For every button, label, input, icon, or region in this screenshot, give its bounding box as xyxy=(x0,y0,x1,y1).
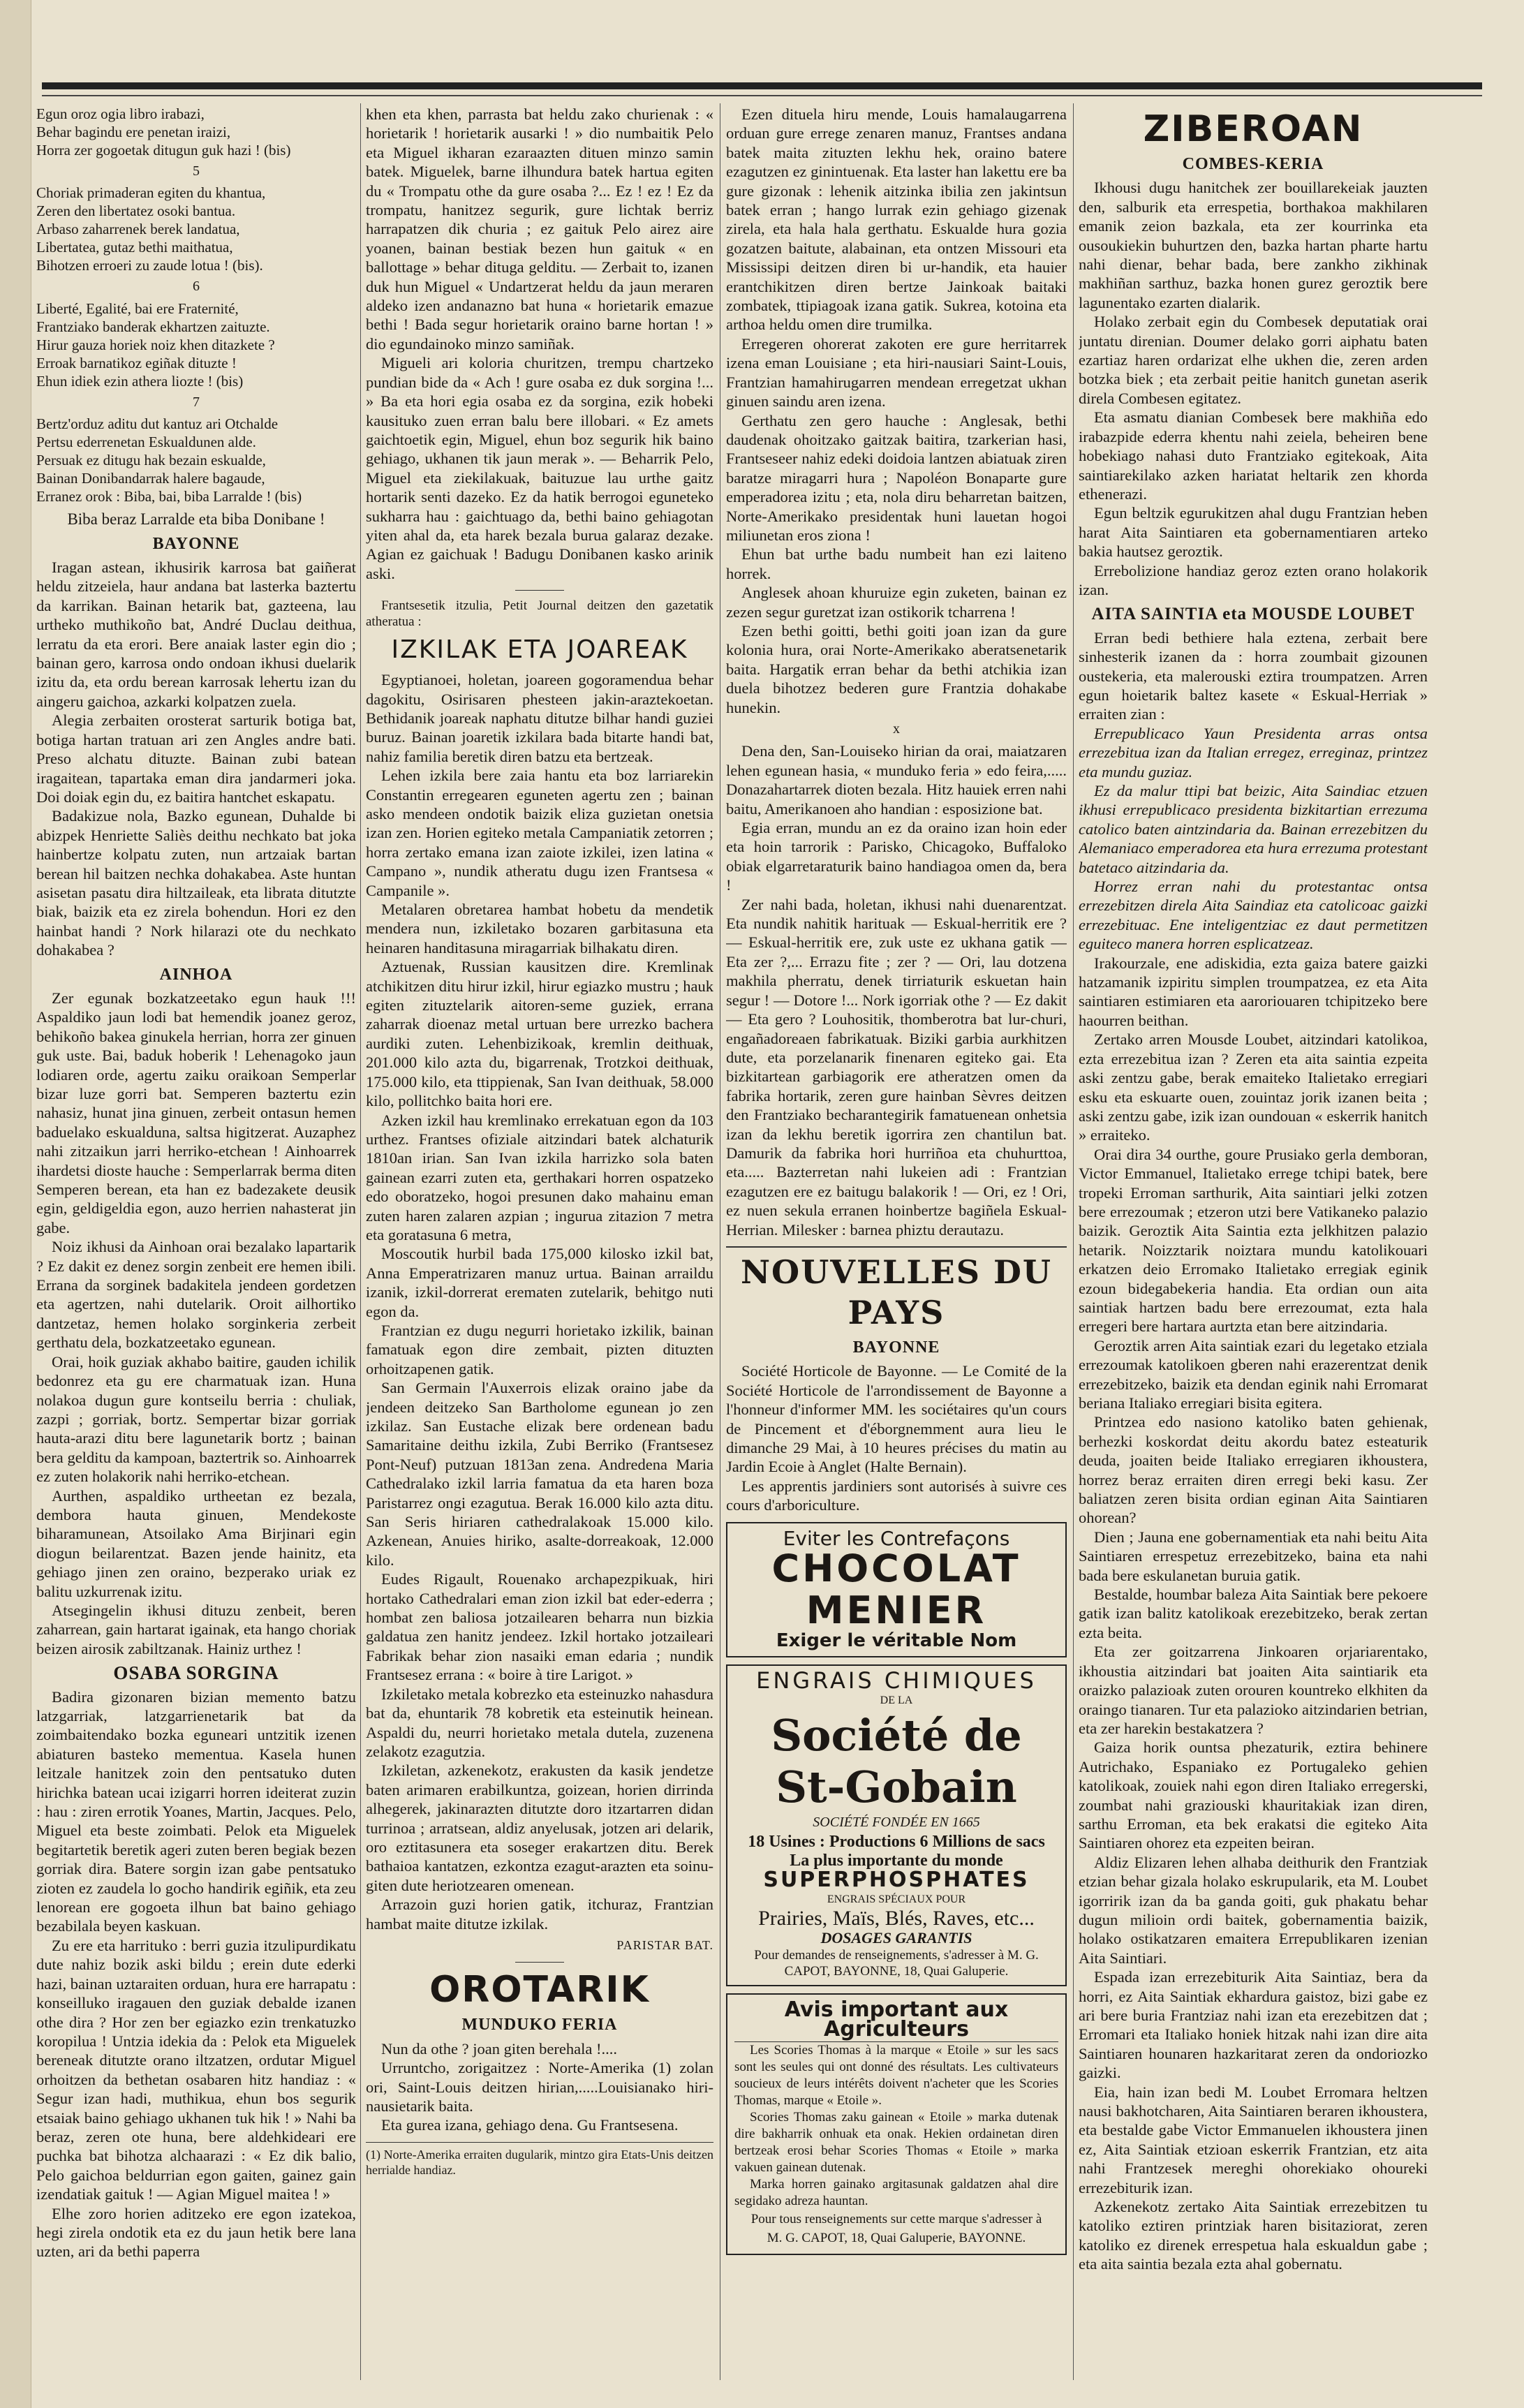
verse-line: Liberté, Egalité, bai ere Fraternité, xyxy=(36,300,239,317)
paragraph: Zer egunak bozkatzeetako egun hauk !!! Aspaldiko jaun lodi bat hemendik joanez geroz, behikoño bakea ginukela herrian, horra zer ginuen guk uste. Bai, baduk hoberik ! Lehenagoko jaun lodiaren orde, agertu zaiku oraikoan Semperlar bizar luze gorri bat. Semperen baztertu ezin nahasiz, hunat jina ginuen, zerbeit ontasun hemen baduelako eskualduna, saltsa higitzerat. Auzaphez nahi zitzaikun jarri herriko-etchean ! Ainhoarrek ihardetsi dioste hauche : Semperlarrak berma diten Semperen berean, eta han ez badezakete deusik egin, geldigeldia egon, auzo herrien nahasterat jin gabe. xyxy=(36,989,356,1236)
ad-line: DE LA xyxy=(880,1694,913,1706)
verse-line: Ehun idiek ezin athera liozte ! (bis) xyxy=(36,372,244,390)
advert-chocolat-menier xyxy=(726,1522,1067,1658)
separator xyxy=(515,590,564,591)
ad-brand: CHOCOLAT xyxy=(771,1546,1021,1591)
paragraph: Urruntcho, zorigaitzez : Norte-Amerika (1) zolan ori, Saint-Louis deitzen hirian,.....Louisianako hiri-nausietarik baita. xyxy=(366,2059,713,2115)
verse-line: Zeren den libertatez osoki bantua. xyxy=(36,202,236,220)
paragraph: Ezen dituela hiru mende, Louis hamalaugarrena orduan gure errege zenaren manuz, Frantses andana batek maita zituzten lekhu hek, oraino batere ezagutzen ez ginintuenak. Eta laster han lakettu ere ba gure gizonak : lehenik aitzinka ibilia zen jakintsun batek erran ; hango lurrak ezin gehiago gizenak zirela, eta hala hala gerthatu. Eskualde hura gozia gozatzen baitute, alabainan, eta ontzen Missouri eta Mississipi deitzen diren bi ur-handik, eta hauier erantchikitzen diren bertze Jainkoak baitaki zombatek, ttipiagoak izana gatik. Sukrea, kotoina eta arthoa heldu omen dire trumilka. xyxy=(726,105,1067,334)
section-heading-ainhoa: AINHOA xyxy=(159,965,233,984)
paragraph: Noiz ikhusi da Ainhoan orai bezalako lapartarik ? Ez dakit ez denez sorgin zenbeit ere hemen ibili. Errana da sorginek badakitela jendeen gordetzen eta agertzen, nahi dutelarik. Oroit ailhortiko dantzetaz, hemen holako sorginkeria zerbeit gerthatu dela, bozkatzeetako egunean. xyxy=(36,1238,356,1352)
paragraph: Zer nahi bada, holetan, ikhusi nahi duenarentzat. Eta nundik nahitik harituak — Eskual-herritik ere ? — Eskual-herritik ere, zuk uste ez ukhana gatik — Eta zer ?,... Errazu fite ; zer ? — Ori, lau dotzena makhila pherratu, denek tirriaturik eskuetan hain segur ! — Dotore !... Nork igorriak othe ? — Ez dakit — Eta gero ? Louhositik, thomberotra bat lur-churi, engañadoreaen fabrikatuak. Biziki garbia aurkhitzen dute, eta porzelanarik finenaren egiteko gai. Eta bizkitartean garbiagorik ere atheratzen omen da fabrika hortarik, zeren gure hainban Sèvres deitzen den Frantziako becharantegirik famatuenean onhetsia izan da lekhu beretik igorrira zen chantilun bat. Damurik da fabrika hori hurriñoa eta chuhurttoa, eta..... Bazterretan nahi lukeien adi : Frantzian ezagutzen ere ez baitugu balakorik ! — Ori, ez ! Ori, ez nuen sekula erranen hoinbertze bagiñela Eskual-Herrian. Milesker : barnea phiztu derautazu. xyxy=(726,895,1067,1239)
verse-line: Behar bagindu ere penetan iraizi, xyxy=(36,124,231,140)
section-heading-bayonne: BAYONNE xyxy=(152,534,240,553)
paragraph: Eta asmatu dianian Combesek bere makhiña edo irabazpide ederra khentu nahi zeiela, beheiren bene hobekiago nahasi duto Frantziako egitekoak, Aita saintiarekilako azken hariatat heltarik zen khorda ethenerazi. xyxy=(1079,408,1428,503)
paragraph: Eta gurea izana, gehiago dena. Gu Frantsesena. xyxy=(381,2116,679,2134)
verse-line: Frantziako banderak ekhartzen zaituzte. xyxy=(36,318,270,335)
paragraph: Elhe zoro horien aditzeko ere egon izatekoa, hegi zirela ondotik eta ez du jaun hetik bere lana uzten, ari da bethi paperra xyxy=(36,2204,356,2261)
ad-line: Exiger le véritable Nom xyxy=(776,1630,1017,1652)
ad-paragraph: Marka horren gainako argitasunak galdatzen ahal dire segidako adreza hauntan. xyxy=(734,2176,1058,2208)
verse-number: 6 xyxy=(193,279,200,295)
paragraph: Alegia zerbaiten orosterat sarturik botiga bat, botiga hartan tratuan ari zen Angles andre bati. Preso alchatu dituzte. Bainan zubi batean iragaitean, tapartaka eman dira jandarmeri joka. Doi doiak egin du, ez baitira hantchet eskapatu. xyxy=(36,711,356,806)
paragraph: Gerthatu zen gero hauche : Anglesak, bethi daudenak ohoitzako gaitzak baitira, tzarkerian hasi, Frantseseer nahiz edeki doidoia lantzen abiatuak ziren baratze miragarri hura ; Napoléon Bonaparte gure emperadorea izitu ; eta, nola diru beharretan baitzen, Norte-Amerikako presidentak huni lauetan hogoi miliunetan eros ziona ! xyxy=(726,411,1067,544)
paragraph: Dena den, San-Louiseko hirian da orai, maiatzaren lehen egunean hasia, « munduko feria » edo feira,..... Donazahartarrek dioten bezala. Hitz hauiek erren nahi baitu, Amerikanoen aho handian : esposizione bat. xyxy=(726,742,1067,818)
paragraph: Orai, hoik guziak akhabo baitire, gauden ichilik bedonrez eta gu ere charmatuak izan. Huna nolakoa dugun gure kontseilu berria : chuliak, zazpi ; gorriak, bortz. Sempertar bizar gorriak hauta-arazi ditu bere lagunetarik bortz ; bainan bera gelditu da kampoan, baztertrik so. Ainhoarrek ez zuten holakorik nahi herriko-etchean. xyxy=(36,1352,356,1486)
subheading-aita-saintia: AITA SAINTIA eta MOUSDE LOUBET xyxy=(1091,605,1415,624)
section-heading-osaba: OSABA SORGINA xyxy=(113,1662,279,1684)
column-1 xyxy=(36,105,356,2380)
column-3 xyxy=(726,105,1067,2380)
ad-paragraph: Scories Thomas zaku gainean « Etoile » marka dutenak dire bakharrik onhuak eta onak. Hekien ordainetan diren bertzeak erosi behar Scories Thomas « Etoile » marka vakuen gainean dutenak. xyxy=(734,2109,1058,2175)
paragraph: Eia, hain izan bedi M. Loubet Erromara heltzen nausi bakhotcharen, Aita Saintiaren beraren ikhoustera, eta bestalde gabe Victor Emmanuelen ikhoustera jinen ez, Aita Saintiak etzioan eskerrik Frantzian, etz aita nahi Frantzesek mereghi ohorekiako ohoureki errezebiturik izan. xyxy=(1079,2083,1428,2196)
paragraph: Arrazoin guzi horien gatik, itchuraz, Frantzian hambat maite ditutze izkilak. xyxy=(366,1896,713,1933)
column-rule xyxy=(1073,103,1074,2380)
divider xyxy=(726,1246,1067,1248)
paragraph: Nun da othe ? joan giten berehala !.... xyxy=(381,2039,617,2058)
paragraph: Dien ; Jauna ene gobernamentiak eta nahi beitu Aita Saintiaren errespetuz errezebitzeko, baina eta nahi bada bere eskulanetan buruia gatik. xyxy=(1079,1528,1428,1584)
verse-line: Horra zer gogoetak ditugun guk hazi ! (bis) xyxy=(36,142,291,158)
section-heading-nouvelles: NOUVELLES DU PAYS xyxy=(741,1253,1052,1331)
paragraph: Aldiz Elizaren lehen alhaba deithurik den Frantziak etzian behar gizala holako eskrupularik, eta M. Loubet igorririk izan da ba ganda goiti, guk phakatu behar dugun milioin ordi baitek, gobernamentia baizik, holako ostikatzaren emaitera Errepublikaren izenian Aita Saintiari. xyxy=(1079,1853,1428,1967)
paragraph: Iragan astean, ikhusirik karrosa bat gaiñerat heldu zitzeiela, haur andana bat lasterka baztertu da karrikan. Bainan hetarik bat, gazteena, lau urtheko muthikoño bat, André Duclau deithua, lerratu da eta erori. Bere anaiak laster egin dio ; bainan gero, karrosa ondo ondoan ikhusi duelarik izitu da, eta ordu berean karrosak lehertu izan du aingeru gaichoa, azkarki kolpatzen zuela. xyxy=(36,559,356,710)
section-heading-ziberoan: ZIBEROAN xyxy=(1143,108,1363,150)
paragraph: Atsegingelin ikhusi dituzu zenbeit, beren zaharrean, gain hartarat igainak, eta hango choriak beizen airosik zabiltzanak. Hainiz urthez ! xyxy=(36,1601,356,1657)
ad-line: ENGRAIS SPÉCIAUX POUR xyxy=(827,1893,966,1905)
verse-line: Egun oroz ogia libro irabazi, xyxy=(36,105,205,122)
paragraph: Zu ere eta harrituko : berri guzia itzulipurdikatu dute nahiz bozik aski bildu ; erein dute ederki hazi, bainan uztaraiten orduan, hura ere harrapatu : konseilluko iragauen den guziak debalde izanen othe dira ? Hor zen ber egiazko ezin trenkatuzko koropilua ! Untzia idekia da : Pelok eta Miguelek bereneak ditutzte orano iltzatzen, ordutar Miguel orhoitzen da bethetan osabaren hitz handiaz : « Segur izan hadi, muthikua, ehun bos segurik etsaiak baino gehiago ukhanen tuk hik ! » Nahi ba beraz, zeren ote huna, bere aldehkideari ere puchka bat bihotza alchaarazi : « Ez dik balio, Pelo gaichoa beldurrian egon gaiten, gainez gain izendatiak gaituk ! — Agian Miguel maitea ! » xyxy=(36,1936,356,2203)
paragraph: Erran bedi bethiere hala eztena, zerbait bere sinhesterik izanen da : horra zoumbait gizounen oustekeria, eta malerouski eztira troumpatzen. Arren egun hoietarik baltez kasete « Eskual-Herriak » erraiten zian : xyxy=(1079,628,1428,723)
subheading-combes: COMBES-KERIA xyxy=(1182,155,1324,173)
verse-number: 5 xyxy=(193,163,200,179)
signature: PARISTAR BAT. xyxy=(616,1937,713,1952)
column-rule xyxy=(360,103,361,2380)
article-title-izkilak: IZKILAK ETA JOAREAK xyxy=(391,635,688,665)
paragraph: Aztuenak, Russian kausitzen dire. Kremlinak atchikitzen ditu hirur izkil, hirur egiazko mustru ; hauk egiten zituztelarik aitoren-seme guziek, errana zaharrak dioenaz metal urtuan bere urrezko bachera aurdiki zuten. Lehenbizikoak, kremlin deithuak, 201.000 kilo azta du, bigarrenak, Trotzkoi deithuak, 175.000 kilo, eta ttippienak, San Ivan deithuak, 58.000 kilo, pollitchko baita hori ere. xyxy=(366,958,713,1110)
paragraph: Ezen bethi goitti, bethi goiti joan izan da gure kolonia hura, orai Norte-Amerikako aberatsenetarik baita. Hargatik erran behar da bethi atchikia izan duela bihotzez bederen gure Frantzia dohakabe hunekin. xyxy=(726,621,1067,716)
paragraph: Egyptianoei, holetan, joareen gogoramendua behar dagokitu, Osirisaren phesteen jakin-araztekoetan. Bethidanik joareak naphatu ditutze bilhar handi guziei buruz. Bainan joaretik izkilara bada bitarte handi bat, nahiz familia beretik diren batzu eta bertzeak. xyxy=(366,671,713,765)
paragraph: Espada izan errezebiturik Aita Saintiaz, bera da horri, ez Aita Saintiak ekhardura gaistoz, bizi gabe ez ari bere buria Frantziaz nahi izan eta erezebitzen dat ; Erromari eta Italiako honiek hitzak nahi izan dire aita Saintiaren hounaren hazkaritarat zeren da ondoriozko gaizki. xyxy=(1079,1968,1428,2082)
binding-edge xyxy=(0,0,31,2408)
paragraph: Lehen izkila bere zaia hantu eta boz larriarekin Constantin erregearen eguneten agertu zen ; bainan asko mendeen ondotik baizik eliza guzietan onetsia izan zen. Horien egiteko metala Campaniatik zetorren ; horra zertako emana izan zaiote izkilei, izen latina « Campano », nundik atheratu dugu izen Frantsesa « Campanile ». xyxy=(366,767,713,899)
section-mark: x xyxy=(893,721,900,737)
verse-number: 7 xyxy=(193,394,200,410)
paragraph: Erregeren ohorerat zakoten ere gure herritarrek izena eman Louisiane ; eta hiri-nausiari Saint-Louis, Frantzian hamahirugarren mendean erregetzat ukhan ginuen saindu aren izena. xyxy=(726,334,1067,411)
ad-line: DOSAGES GARANTIS xyxy=(820,1928,972,1947)
quote-paragraph: Ez da malur ttipi bat beizic, Aita Saindiac etzuen ikhusi errepublicaco presidenta bizkitartian errezuma catolico baten aintzindaria da. Bainan errezebitzen du Alemaniaco emperadorea eta hura errezuma protestant batetaco aitzindaria da. xyxy=(1079,782,1428,876)
article-intro: Frantsesetik itzulia, Petit Journal deitzen den gazetatik atheratua : xyxy=(366,598,713,630)
paragraph: Metalaren obretarea hambat hobetu da mendetik mendera nun, izkiletako bozaren garbitasuna eta heinaren handitasuna miragarriak bilhakatu diren. xyxy=(366,901,713,956)
cheer-line: Biba beraz Larralde eta biba Donibane ! xyxy=(67,510,325,529)
paragraph: Izkiletako metala kobrezko eta esteinuzko nahasdura bat da, ehuntarik 78 kobretik eta esteinutik heinean. Aspaldi du, neurri horietako metala dutela, zuzenena zelakotz ezagutzia. xyxy=(366,1685,713,1760)
ad-line: SOCIÉTÉ FONDÉE EN 1665 xyxy=(813,1815,980,1831)
ad-line: ENGRAIS CHIMIQUES xyxy=(756,1667,1037,1694)
verse-line: Libertatea, gutaz bethi maithatua, xyxy=(36,239,233,256)
ad-line: SUPERPHOSPHATES xyxy=(763,1868,1030,1893)
paragraph: Printzea edo nasiono katoliko baten gehienak, berhezki koskordat deitu akordu batez esteaturik deuda, joaiten beide Italiako erregiaren ikhoustera, horrez beraz erraiten diren erregi beki kasu. Zer baliatzen zeren bisita ordian eginan Aita Saintiaren ohorean? xyxy=(1079,1413,1428,1527)
paragraph: Les apprentis jardiniers sont autorisés à suivre ces cours d'arboriculture. xyxy=(726,1477,1067,1514)
ad-line: La plus importante du monde xyxy=(790,1852,1003,1870)
footnote: (1) Norte-Amerika erraiten dugularik, mintzo gira Etats-Unis deitzen herrialde handiaz. xyxy=(366,2142,713,2178)
quote-paragraph: Errepublicaco Yaun Presidenta arras ontsa errezebitua izan da Italian erregez, erreginaz, printzez eta mundu guziaz. xyxy=(1079,724,1428,781)
section-heading-orotarik: OROTARIK xyxy=(429,1969,650,2011)
verse-line: Erroak barnatikoz egiñak dituzte ! xyxy=(36,354,237,371)
paragraph: Société Horticole de Bayonne. — Le Comité de la Société Horticole de l'arrondissement de Bayonne a l'honneur d'informer MM. les sociétaires qu'un cours de Pincement et d'éborgnemment aura lieu le dimanche 29 Mai, à 10 heures précises du matin au Jardin Ecoie à Anglet (Halte Bernain). xyxy=(726,1362,1067,1476)
ad-line: Prairies, Maïs, Blés, Raves, etc... xyxy=(758,1907,1035,1930)
verse-line: Choriak primaderan egiten du khantua, xyxy=(36,184,266,202)
paragraph: Geroztik arren Aita saintiak ezari du legetako etziala errezoumak katolikoen gberen nahi erazerentzat denik errezebitzeko, baizik eta dendan eginik nahi Erromarat beriana Italiako erregiari bisita egitera. xyxy=(1079,1336,1428,1412)
paragraph: San Germain l'Auxerrois elizak oraino jabe da jendeen deitzeko San Bartholome egunean jo zen izkilaz. San Eustache elizak bere ordenean badu Samaritaine deithu izkila, Zubi Berriko (Frantsesez Pont-Neuf) putzuan 1813an zena. Andredena Maria Cathedralako izkil larria famatua da eta haren boza Paristarrez ongi ezagutua. Berak 16.000 kilo azta ditu. San Seris hiriaren cathedralakoak 15.000 kilo. Azkenean, Anuies hiriko, asalte-dorreakoak, 12.000 kilo. xyxy=(366,1379,713,1569)
verse-line: Hirur gauza horiek noiz khen ditazkete ? xyxy=(36,336,275,353)
paragraph: Gaiza horik ountsa phezaturik, eztira behinere Autrichako, Espaniako ez Portugaleko gehien katolikoak, zouiek nahi egon diren Italiako erregerski, zoumbat nahi graziouski khauritakiak izan diren, sarthu Erroman, eta bek erakatsi die egiteko Aita Saintiaren ohorez eta ezpeiten beiran. xyxy=(1079,1738,1428,1852)
masthead-thin-rule xyxy=(42,95,1482,96)
paragraph: khen eta khen, parrasta bat heldu zako churienak : « horietarik ! horietarik ausarki ! » dio numbaitik Pelo eta Miguel ikharan ezaraazten dituen minzo samin batek. Miguelek, barne ilhundura batek hartua egiten du « Trompatu othe da gure osaba ?... Ez ! ez ! Ez da trompatu, hanitzez segurik, gure lichtak berriz harrapatzen dik churia ; ez gaituk Pelo airez aire yoanen, bainan bestiak bezen hun gaituk « en ballottage » behar dituga gelditu. — Zerbait to, izanen duk hun Miguel « Undartzerat heldu da jaun meraren aldeko izen andanazno bat huna « horietarik emazue bethi ! Bada segur horietarik oraino barne hortan ! » dio egundainoko minzo samiñak. xyxy=(366,105,713,353)
paragraph: Bestalde, houmbar baleza Aita Saintiak bere pekoere gatik izan balitz katolikoak erezebitzeko, berak zertan ezta beita. xyxy=(1079,1586,1428,1641)
ad-line: Pour tous renseignements sur cette marque s'adresser à xyxy=(750,2211,1042,2226)
paragraph: Ikhousi dugu hanitchek zer bouillarekeiak jauzten den, salburik eta errespetia, borthakoa makhilaren emanik zeion bazkala, eta zer kourrinka eta ousoukiekin buhurtzen den, bazka hartan pharte hartu nahi dienar, behar bada, bere zankho zikhinak makhiñan sarthuz, bazka honen gurez geroztik bere lagunentako ezarten dialarik. xyxy=(1079,179,1428,311)
verse-line: Arbaso zaharrenek berek landatua, xyxy=(36,221,240,238)
verse-line: Bertz'orduz aditu dut kantuz ari Otchalde xyxy=(36,415,279,433)
paragraph: Frantzian ez dugu negurri horietako izkilik, bainan famatuak egon dire zembait, pizten dituzten orhoitzapenen gatik. xyxy=(366,1321,713,1377)
ad-line: Eviter les Contrefaçons xyxy=(783,1526,1010,1550)
advert-saint-gobain xyxy=(726,1664,1067,1986)
advert-scories-thomas xyxy=(726,1993,1067,2255)
paragraph: Zertako arren Mousde Loubet, aitzindari katolikoa, ezta errezebitua izan ? Zeren eta aita saintia ezpeita aski zentzu gabe, berak emaiteko Italietako erregiari esku eta eskuarte ouen, zouintaz jorik izanen beita ; aski zentzu gabe, izik izan oundouan « eskerrik hanitch » erraiteko. xyxy=(1079,1031,1428,1144)
ad-paragraph: Les Scories Thomas à la marque « Etoile » sur les sacs sont les seules qui ont donné des résultats. Les cultivateurs soucieux de leurs intérêts doivent n'acheter que les Scories Thomas, marque « Etoile ». xyxy=(734,2042,1058,2108)
paragraph: Egia erran, mundu an ez da oraino izan hoin eder eta hoin tarrorik : Parisko, Chicagoko, Buffaloko obiak elgarretaraturik baino handiagoa omen da, bera ! xyxy=(726,819,1067,894)
paragraph: Holako zerbait egin du Combesek deputatiak orai juntatu direnian. Doumer delako gorri aiphatu baten ezartiaz haren ordarizat elhe ukhen die, zeren arden botzka biek ; eta zerbait peitie hanitch gunetan aserik direla Combesen egitatez. xyxy=(1079,313,1428,407)
subheading-munduko-feria: MUNDUKO FERIA xyxy=(461,2016,618,2034)
verse-line: Bihotzen erroeri zu zaude lotua ! (bis). xyxy=(36,257,263,274)
ad-brand: Société de St-Gobain xyxy=(771,1710,1022,1813)
masthead-rule xyxy=(42,82,1482,89)
paragraph: Egun beltzik egurukitzen ahal dugu Frantzian heben harat Aita Saintiaren eta gobernamentiaren arteko bakia hautsez geroztik. xyxy=(1079,504,1428,561)
paragraph: Azkenekotz zertako Aita Saintiak errezebitzen tu katoliko eztiren printziak haren bisitaziorat, zeren katoliko ez direnek errespetua hala eskualdun gabe ; eta aita saintia bezala ezta ahal gobernatu. xyxy=(1079,2198,1428,2273)
ad-brand: MENIER xyxy=(806,1588,987,1633)
paragraph: Izkiletan, azkenekotz, erakusten da kasik jendetze baten arimaren erabilkuntza, goizean, horien dirrinda alhegerek, jakinarazten ditutzte doro itzartarren didan turrinoa ; arratsean, aldiz anyelusak, jotzen ari delarik, oro eztitasunera eta soseger erakartzen ditu. Berek bathaioa kantatzen, ezkontza ezagut-arazten eta soinu-giten dute heriotzearen omenean. xyxy=(366,1761,713,1894)
paragraph: Badira gizonaren bizian memento batzu latzgarriak, latzgarrienetarik bat da zoimbaitendako bozka eguneari untzitik izenen abiaturen basteko mementua. Kasela hunen leitzale hanitzek zoin den pentsatuko duten hirichka batean ucai izigarri horren ideiterat zuzin : hau : ziren errotik Yoanes, Martin, Jacques. Pelo, Miguel eta beste zoimbati. Pelok eta Miguelek begitartetik beretik ageri zuten beren begiak bezen gorriak dira. Batere sorgin izan gabe pentsatuko zioten ez zaudela lo gocho handirik egiñik, eta zeu lenorean ere gogoeta ilhun bat baino gehiago bezabilala beyen kaskuan. xyxy=(36,1687,356,1935)
verse-line: Bainan Donibandarrak halere bagaude, xyxy=(36,470,265,487)
ad-line: 18 Usines : Productions 6 Millions de sacs xyxy=(748,1832,1045,1851)
column-4 xyxy=(1079,105,1428,2380)
paragraph: Eta zer goitzarrena Jinkoaren orjariarentako, ikhoustia aitzindari bat joaiten Aita saintiarik eta oraizko palazioak zuten orouren kountreko elkhiten da oraingo tianaren. Tur eta palazioko aitzindarien betrian, eta zer harekin bestakatzera ? xyxy=(1079,1643,1428,1737)
paragraph: Azken izkil hau kremlinako errekatuan egon da 103 urthez. Frantses ofiziale aitzindari batek alchaturik 1810an irian. San Ivan izkila harrizko sola baten gainean ezarri zuten eta, gerthakari horren ospatzeko edo oboratzeko, hogoi presunen dako mahainu eman zuten haren zalaren azpian ; ingurua zitazion 7 metra eta goratasuna 6 metra, xyxy=(366,1111,713,1243)
subheading-bayonne: BAYONNE xyxy=(852,1338,940,1357)
paragraph: Orai dira 34 ourthe, goure Prusiako gerla demboran, Victor Emmanuel, Italietako errege tchipi batek, bere tropeki Erroman sarthurik, Aita saintiari jelki zotzen bere errezoumak ; etzeron utzi bere Vatikaneko palazio baizik. Geroztik Aita Saintia ezta jelkhitzen palazio hetarik. Noizztarik noiztara mundu katolikouari erkatzen deio Erromako Italietako erregiak eginik ezoun bidegabekeria handia. Eta ordian oun aita saintiak hartzen badu bere errezoumat, ezta hala erregeri bere hartara aurtzta etan bere aitzindaria. xyxy=(1079,1145,1428,1336)
paragraph: Badakizue nola, Bazko egunean, Duhalde bi abizpek Henriette Saliès deithu nechkato bat joka hainbertze kolpatu zuten, nun artzaiak bartan berean hil baitzen nechka dohakabea. Aste huntan asisetan pasatu dira hiltzaileak, eta librata ditutzte biak, baizik eta ez zirela bohendun. Hori ez den hainbat handi ? Nork hilarazi ote du nechkato dohakabea ? xyxy=(36,807,356,959)
separator xyxy=(515,1962,564,1963)
paragraph: Ehun bat urthe badu numbeit han ezi laiteno horrek. xyxy=(726,545,1067,582)
paragraph: Eudes Rigault, Rouenako archapezpikuak, hiri hortako Cathedralari eman zion izkil bat eder-ederra ; hombat zen baliosa jotzailearen beharra nun bizkia galdatua zen hanitz jendeez. Izkil hortako jotzaileari Fabrikak behar zion nasaiki eman edaria ; nundik Frantsesez errana : « boire à tire Larigot. » xyxy=(366,1570,713,1684)
verse-line: Pertsu ederrenetan Eskualdunen alde. xyxy=(36,434,256,451)
ad-line: Pour demandes de renseignements, s'adresser à M. G. CAPOT, BAYONNE, 18, Quai Galuperie. xyxy=(754,1948,1039,1979)
ad-line: M. G. CAPOT, 18, Quai Galuperie, BAYONNE. xyxy=(767,2231,1026,2246)
ad-title: Avis important aux Agriculteurs xyxy=(734,2000,1058,2042)
verse-line: Persuak ez ditugu hak bezain eskualde, xyxy=(36,452,266,469)
paragraph: Moscoutik hurbil bada 175,000 kilosko izkil bat, Anna Emperatrizaren manuz urtua. Bainan arraildu izanik, izkil-dorrerat erematen zutelarik, behitgo nuti egon da. xyxy=(366,1245,713,1320)
verse-line: Erranez orok : Biba, bai, biba Larralde ! (bis) xyxy=(36,488,302,505)
paragraph: Errebolizione handiaz geroz ezten orano holakorik izan. xyxy=(1079,561,1428,598)
paragraph: Migueli ari koloria churitzen, trempu chartzeko pundian bide da « Ach ! gure osaba ez duk sorgina !... » Ba eta hori egia osaba ez da sorgina, ezik hobeki kausituko zuen erran balu bere illobari. « Ez amets gaichtoetik egin, Miguel, ehun boz segurik hik baino gehiago, ukhanen tik jaun merak ». — Beharrik Pelo, Miguel eta ziekilakuak, baituzue lau urthe gaitz hortarik senti dazeko. Ez da hatik berrogoi eguneteko sukharra hau : gaichtuago da, bethi baino gehiagotan yiten ahal da, eta harek bezala burua galaraz dezake. Agian ez gaichuak ! Badugu Donibanen kasko arinik aski. xyxy=(366,354,713,582)
column-2 xyxy=(366,105,713,2380)
paragraph: Anglesek ahoan khuruize egin zuketen, bainan ez zezen segur guretzat izan ostikorik tcharrena ! xyxy=(726,584,1067,621)
quote-paragraph: Horrez erran nahi du protestantac ontsa errezebitzen direla Aita Saindiaz eta catolicoac gaizki errezebituac. Ene inteligentziac ez daut permetitzen eguiteco manera horren esplicatzeaz. xyxy=(1079,878,1428,953)
paragraph: Aurthen, aspaldiko urtheetan ez bezala, dembora hauta ginuen, Mendekoste biharamunean, Atsoilako Ama Birjinari egin diogun beilarentzat. Bazen jende hainitz, eta gehiago jinen zen oraino, bezperako uriak ez balitu uzkurrenak izitu. xyxy=(36,1486,356,1600)
paragraph: Irakourzale, ene adiskidia, ezta gaiza batere gaizki hatzamanik izpiritu simplen troumpatzea, ez eta Aita saintiaren estimiaren eta aaroriouaren tchipitzeko bere haourren beithan. xyxy=(1079,954,1428,1029)
